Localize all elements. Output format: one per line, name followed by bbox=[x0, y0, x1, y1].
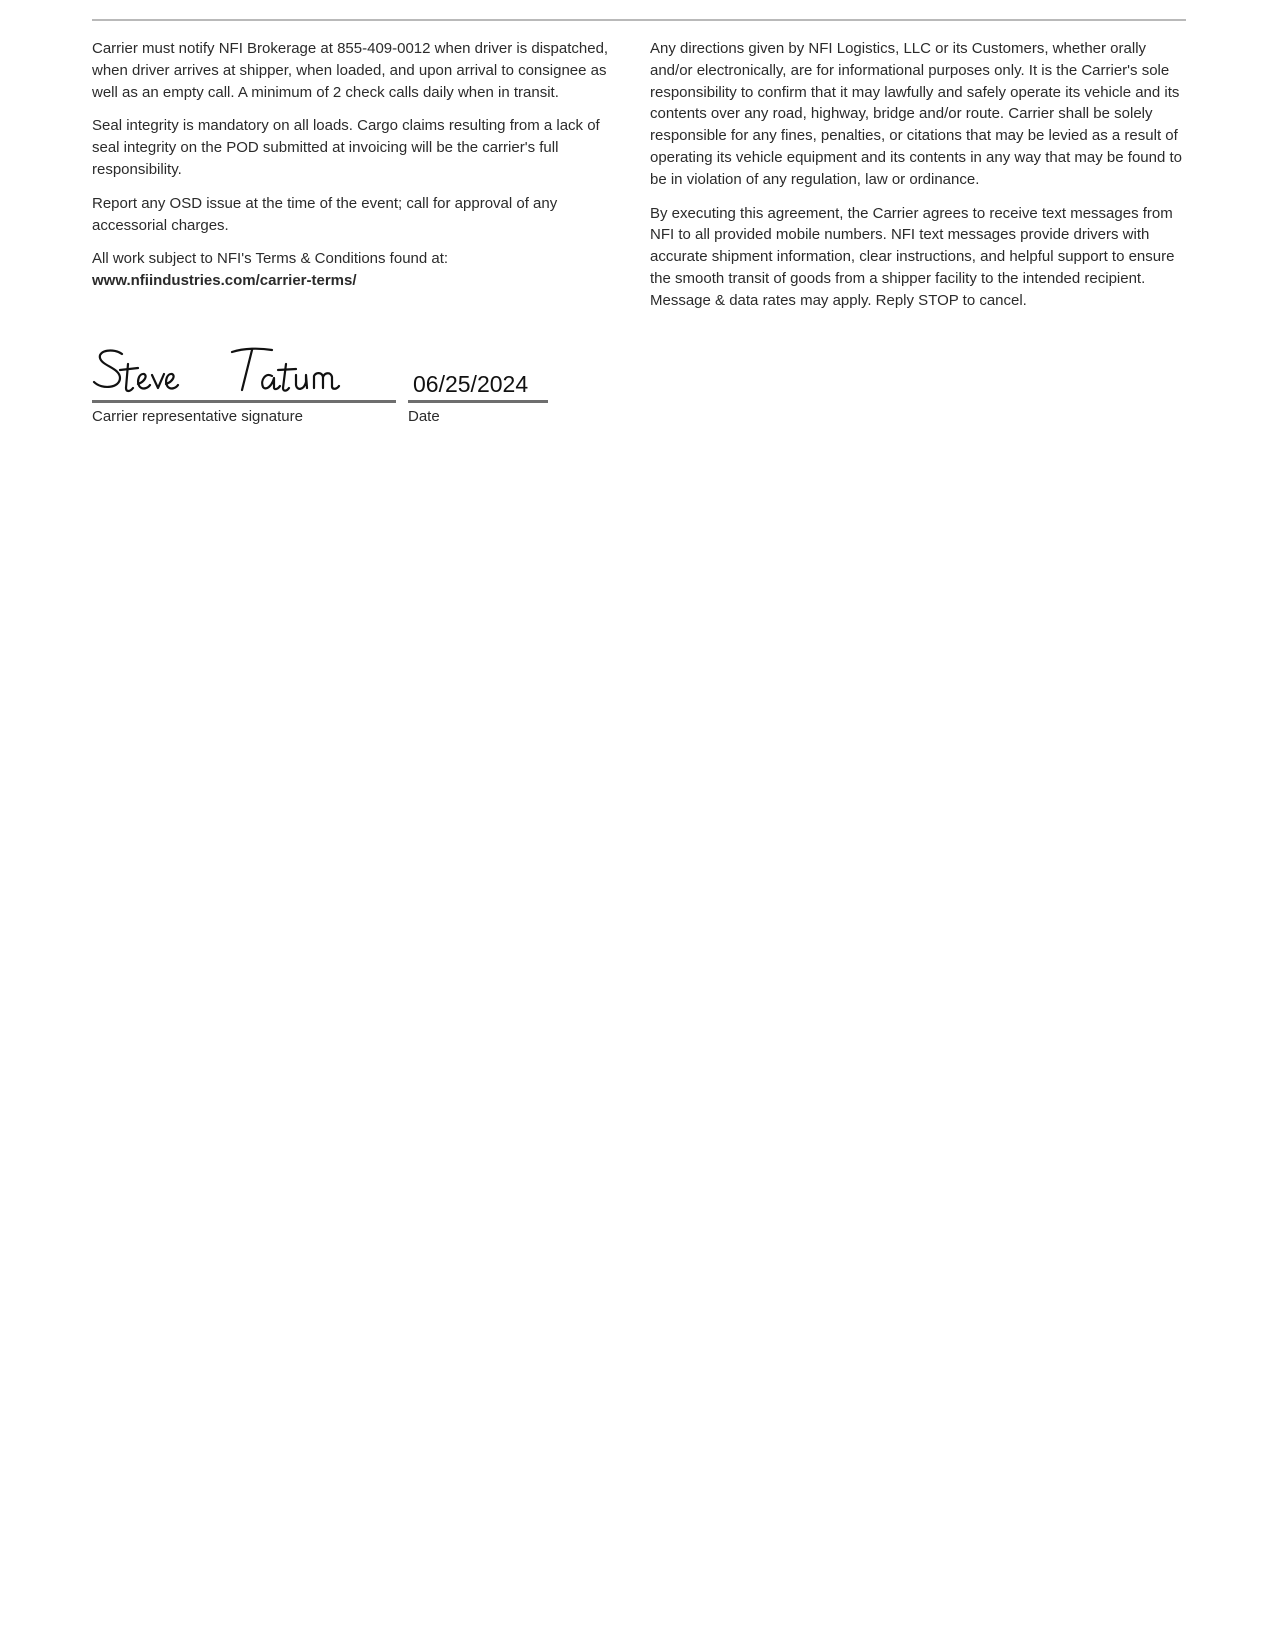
signature-date-value: 06/25/2024 bbox=[413, 371, 529, 397]
seal-integrity-paragraph: Seal integrity is mandatory on all loads. Cargo claims resulting from a lack of seal integrity on the POD submitted at invoicing will be the carrier's full responsibility. bbox=[92, 117, 600, 178]
terms-reference-text: All work subject to NFI's Terms & Conditions found at: bbox=[92, 250, 449, 268]
directions-disclaimer-paragraph: Any directions given by NFI Logistics, LLC or its Customers, whether orally and/or electronically, are for informational purposes only. It is the Carrier's sole responsibility to confirm that it may lawfully and safely operate its vehicle and its contents over any road, highway, bridge and/or route. Carrier shall be solely responsible for any fines, penalties, or citations that may be levied as a result of operating its vehicle equipment and its contents in any way that may be found to be in violation of any regulation, law or ordinance. bbox=[650, 40, 1182, 188]
terms-left-column bbox=[92, 38, 625, 292]
top-divider bbox=[92, 19, 1186, 21]
terms-right-column bbox=[650, 38, 1186, 324]
date-line bbox=[408, 400, 548, 403]
date-block bbox=[408, 368, 548, 425]
signature-label: Carrier representative signature bbox=[92, 408, 303, 425]
text-message-consent-paragraph: By executing this agreement, the Carrier agrees to receive text messages from NFI to all provided mobile numbers. NFI text messages provide drivers with accurate shipment information, clear instructions, and helpful support to ensure the smooth transit of goods from a shipper facility to the intended recipient. Message & data rates may apply. Reply STOP to cancel. bbox=[650, 204, 1175, 309]
signature-block bbox=[92, 344, 396, 425]
handwritten-signature bbox=[92, 344, 382, 400]
signature-line bbox=[92, 400, 396, 403]
osd-paragraph: Report any OSD issue at the time of the event; call for approval of any accessorial charges. bbox=[92, 194, 558, 234]
terms-reference-paragraph bbox=[92, 248, 625, 292]
date-label: Date bbox=[408, 408, 440, 425]
terms-link[interactable]: www.nfiindustries.com/carrier-terms/ bbox=[92, 272, 357, 290]
check-call-paragraph: Carrier must notify NFI Brokerage at 855-409-0012 when driver is dispatched, when driver arrives at shipper, when loaded, and upon arrival to consignee as well as an empty call. A minimum of 2 check calls daily when in transit. bbox=[92, 40, 609, 101]
